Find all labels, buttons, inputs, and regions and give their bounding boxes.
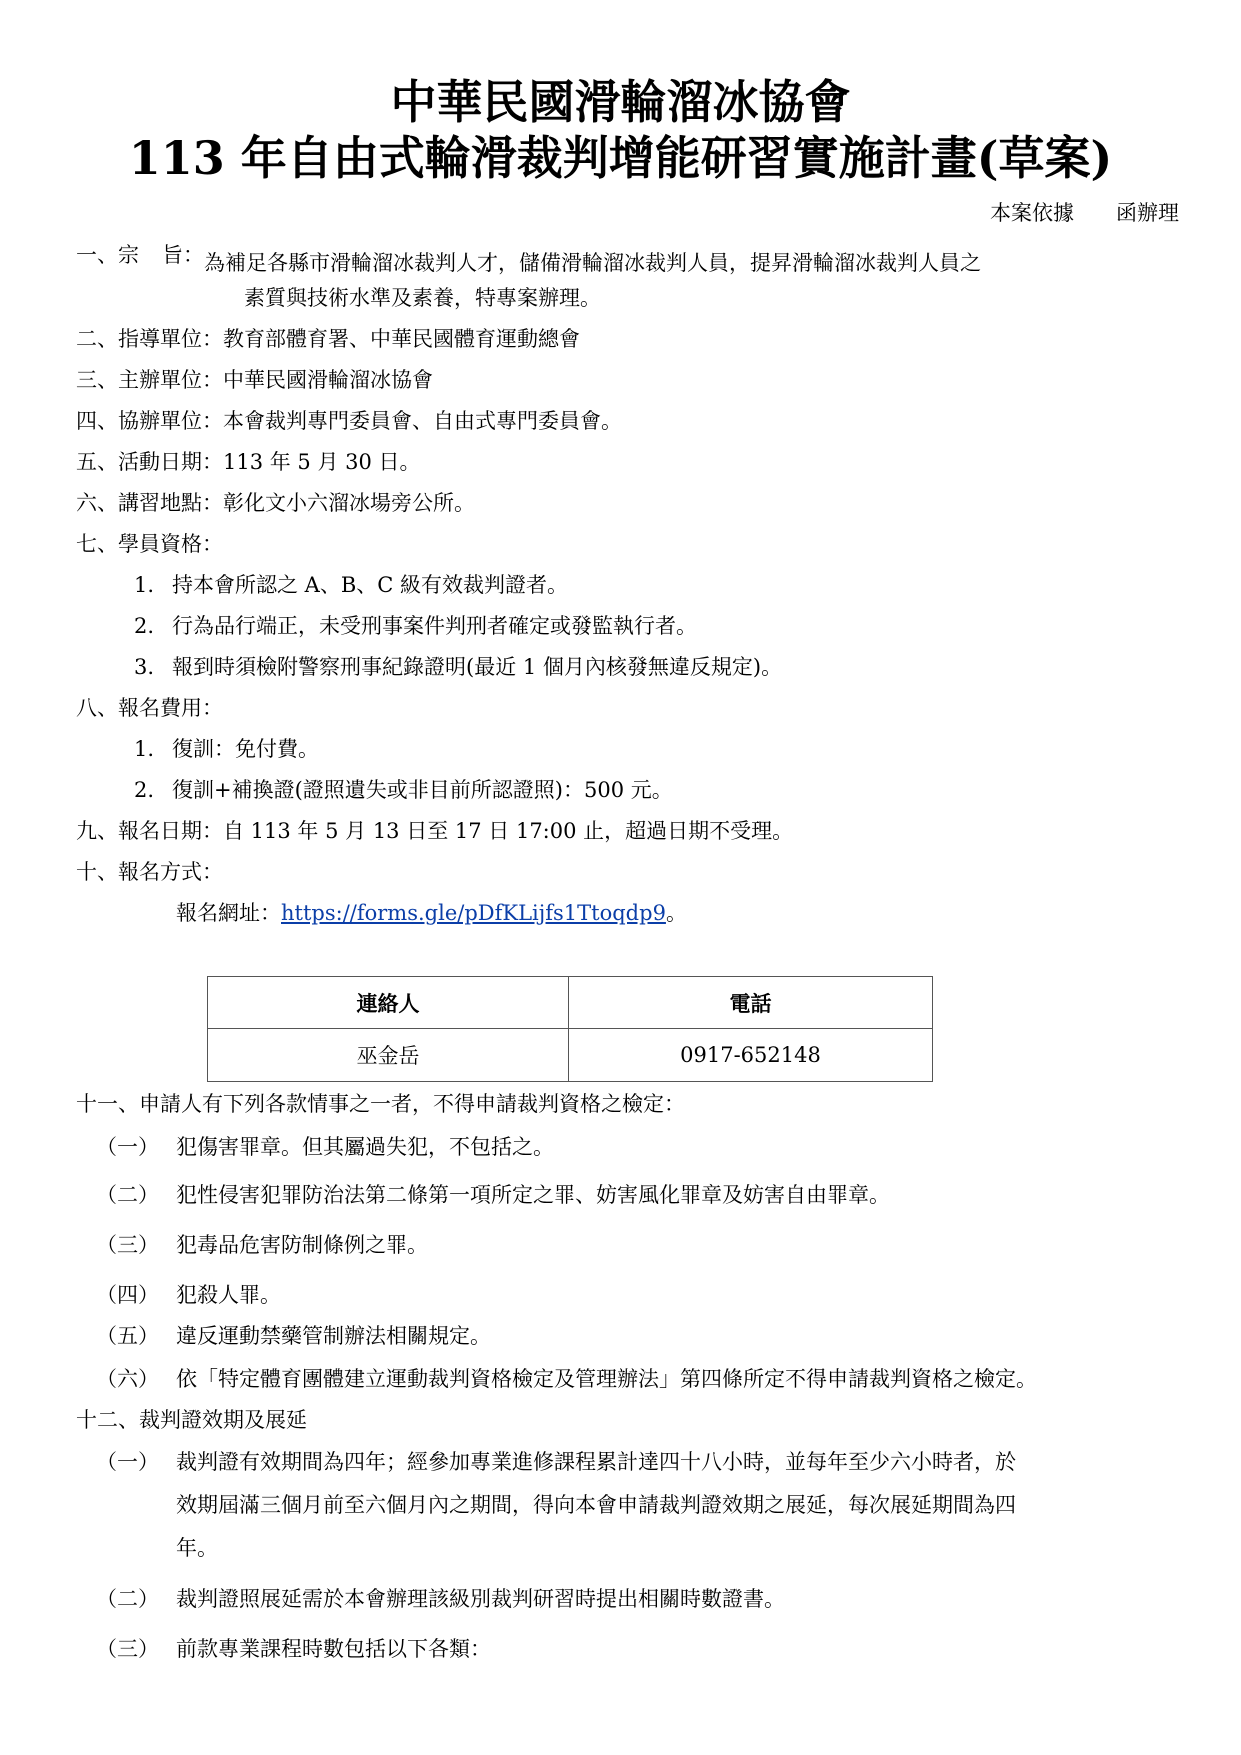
- list-item: （六） 依「特定體育團體建立運動裁判資格檢定及管理辦法」第四條所定不得申請裁判資格之檢定。: [96, 1367, 1037, 1391]
- section-5: [76, 447, 421, 477]
- section-10-label: 十、報名方式：: [76, 860, 223, 884]
- section-6-text: 彰化文小六溜冰場旁公所。: [223, 491, 475, 515]
- list-item: （三） 前款專業課程時數包括以下各類：: [96, 1637, 491, 1661]
- section-2-text: 教育部體育署、中華民國體育運動總會: [223, 327, 580, 351]
- section-9-label: 九、報名日期：: [76, 819, 223, 843]
- section-2: [76, 324, 580, 354]
- section-2-label: 二、指導單位：: [76, 327, 223, 351]
- list-item: 1. 復訓：免付費。: [134, 737, 319, 761]
- section-1-line2: 素質與技術水準及素養，特專案辦理。: [244, 286, 601, 310]
- registration-url-label: 報名網址：: [176, 901, 281, 925]
- list-item: （四） 犯殺人罪。: [96, 1283, 281, 1307]
- section-12-label: 十二、裁判證效期及展延: [76, 1408, 307, 1432]
- list-item: 2. 行為品行端正，未受刑事案件判刑者確定或發監執行者。: [134, 614, 697, 638]
- section-7-label: 七、學員資格：: [76, 532, 223, 556]
- section-8-label: 八、報名費用：: [76, 696, 223, 720]
- table-row: [208, 1029, 933, 1082]
- section-4-text: 本會裁判專門委員會、自由式專門委員會。: [223, 409, 622, 433]
- list-item: 2. 復訓+補換證(證照遺失或非目前所認證照)：500 元。: [134, 778, 673, 802]
- section-5-label: 五、活動日期：: [76, 450, 223, 474]
- list-item: （三） 犯毒品危害防制條例之罪。: [96, 1233, 428, 1257]
- section-11-label: 十一、申請人有下列各款情事之一者，不得申請裁判資格之檢定：: [76, 1092, 685, 1116]
- list-item: （二） 裁判證照展延需於本會辦理該級別裁判研習時提出相關時數證書。: [96, 1587, 785, 1611]
- section-4-label: 四、協辦單位：: [76, 409, 223, 433]
- contact-header-phone: 電話: [569, 977, 933, 1029]
- list-item: 3. 報到時須檢附警察刑事紀錄證明(最近 1 個月內核發無違反規定)。: [134, 655, 783, 679]
- section-6: [76, 488, 475, 518]
- contact-table: [207, 976, 933, 1082]
- registration-url-line: 報名網址：https://forms.gle/pDfKLijfs1Ttoqdp9。: [176, 901, 687, 925]
- section-1-line1: [76, 240, 981, 278]
- section-6-label: 六、講習地點：: [76, 491, 223, 515]
- document-title-line1: 中華民國滑輪溜冰協會: [390, 75, 851, 129]
- section-9-text: 自 113 年 5 月 13 日至 17 日 17:00 止，超過日期不受理。: [223, 819, 794, 843]
- basis-note: 本案依據 函辦理: [990, 201, 1179, 225]
- list-item: （五） 違反運動禁藥管制辦法相關規定。: [96, 1324, 491, 1348]
- registration-url-link[interactable]: https://forms.gle/pDfKLijfs1Ttoqdp9: [281, 901, 666, 925]
- section-9: [76, 816, 793, 846]
- contact-phone: 0917-652148: [569, 1029, 933, 1082]
- section-5-text: 113 年 5 月 30 日。: [223, 450, 421, 474]
- section-4: [76, 406, 622, 436]
- section-3-text: 中華民國滑輪溜冰協會: [223, 368, 433, 392]
- list-item-continuation: 年。: [176, 1536, 218, 1560]
- list-item-continuation: 效期屆滿三個月前至六個月內之期間，得向本會申請裁判證效期之展延，每次展延期間為四: [176, 1493, 1016, 1517]
- section-1-label: 一、宗 旨：: [76, 243, 204, 267]
- section-3-label: 三、主辦單位：: [76, 368, 223, 392]
- document-title-line2: 113 年自由式輪滑裁判增能研習實施計畫(草案): [128, 131, 1113, 185]
- list-item: 1. 持本會所認之 A、B、C 級有效裁判證者。: [134, 573, 569, 597]
- contact-header-name: 連絡人: [208, 977, 569, 1029]
- list-item: （一） 犯傷害罪章。但其屬過失犯，不包括之。: [96, 1135, 554, 1159]
- contact-name: 巫金岳: [208, 1029, 569, 1082]
- list-item: （一） 裁判證有效期間為四年；經參加專業進修課程累計達四十八小時，並每年至少六小時者，於: [96, 1450, 1016, 1474]
- section-1-text: 為補足各縣市滑輪溜冰裁判人才，儲備滑輪溜冰裁判人員，提昇滑輪溜冰裁判人員之: [204, 251, 981, 275]
- table-header-row: [208, 977, 933, 1029]
- section-3: [76, 365, 433, 395]
- list-item: （二） 犯性侵害犯罪防治法第二條第一項所定之罪、妨害風化罪章及妨害自由罪章。: [96, 1183, 890, 1207]
